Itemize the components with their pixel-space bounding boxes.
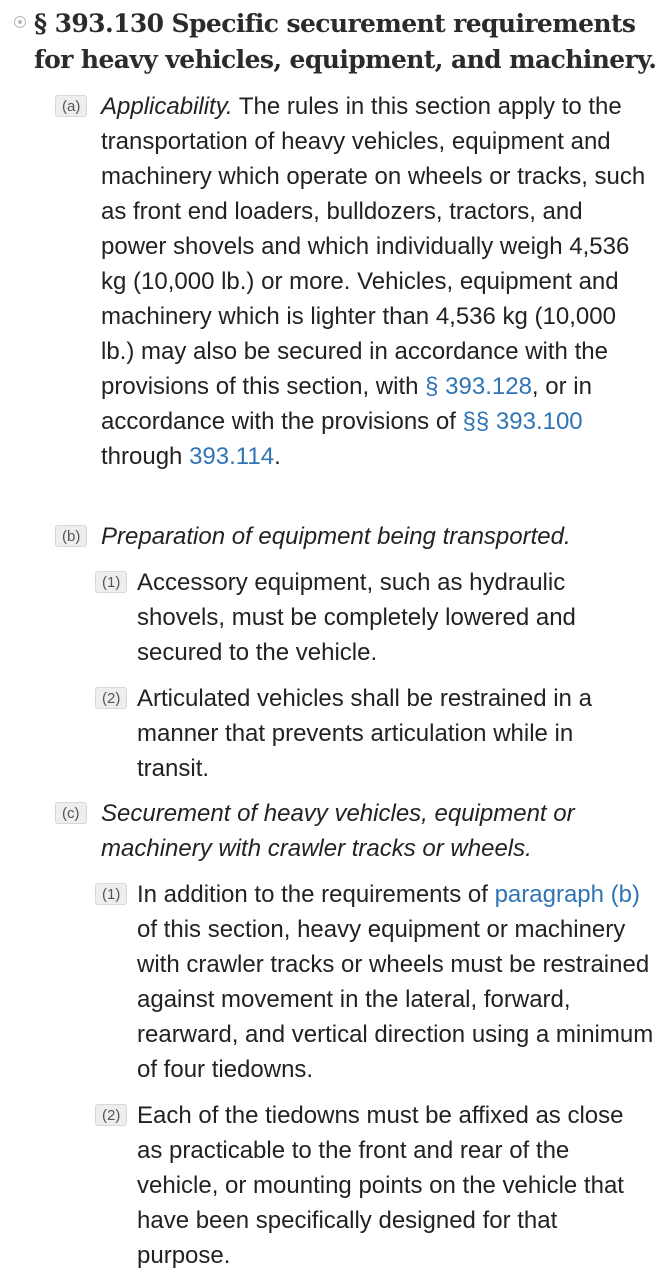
link-393-128[interactable]: § 393.128 (425, 373, 532, 400)
paragraph-marker-b[interactable]: (b) (55, 525, 87, 547)
paragraph-c-1 (102, 877, 657, 1087)
paragraph-marker-b-1[interactable]: (1) (95, 571, 127, 593)
paragraph-b-1-text: Accessory equipment, such as hydraulic shovels, must be completely lowered and secured to the vehicle. (137, 569, 576, 666)
paragraph-b-heading: Preparation of equipment being transported. (101, 523, 571, 550)
paragraph-a-text-2: , or in accordance with the provisions of (101, 373, 592, 435)
paragraph-c-1-text-2: of this section, heavy equipment or machinery with crawler tracks or wheels must be restrained against movement in the lateral, forward, rearward, and vertical direction using a minimum of four tiedowns. (137, 916, 654, 1083)
paragraph-a-text-3: through (101, 443, 190, 470)
paragraph-marker-c-1[interactable]: (1) (95, 883, 127, 905)
link-393-114[interactable]: 393.114 (189, 443, 275, 470)
anchor-target-icon[interactable] (14, 16, 26, 28)
paragraph-c (62, 796, 631, 866)
paragraph-b-2-text: Articulated vehicles shall be restrained in a manner that prevents articulation while in transit. (137, 685, 592, 782)
paragraph-c-2 (102, 1098, 647, 1273)
paragraph-marker-a[interactable]: (a) (55, 95, 87, 117)
paragraph-c-1-text-1: In addition to the requirements of (137, 881, 495, 908)
paragraph-b-2 (102, 681, 647, 786)
paragraph-a (62, 89, 651, 474)
paragraph-b-1 (102, 565, 637, 670)
link-paragraph-b[interactable]: paragraph (b) (494, 881, 640, 908)
paragraph-a-text-1: The rules in this section apply to the transportation of heavy vehicles, equipment and machinery which operate on wheels or tracks, such as front end loaders, bulldozers, tractors, and power shovels and which individually weigh 4,536 kg (10,000 lb.) or more. Vehicles, equipment and machinery which is lighter than 4,536 kg (10,000 lb.) may also be secured in accordance with the provisions of this section, with (101, 93, 646, 400)
section-title: § 393.130 Specific securement requirements for heavy vehicles, equipment, and machinery. (34, 9, 657, 74)
link-393-100[interactable]: §§ 393.100 (462, 408, 583, 435)
paragraph-marker-b-2[interactable]: (2) (95, 687, 127, 709)
paragraph-c-heading: Securement of heavy vehicles, equipment or machinery with crawler tracks or wheels. (101, 800, 575, 862)
paragraph-a-text-4: . (274, 443, 281, 470)
paragraph-marker-c-2[interactable]: (2) (95, 1104, 127, 1126)
paragraph-b (62, 519, 661, 554)
paragraph-c-2-text: Each of the tiedowns must be affixed as close as practicable to the front and rear of the vehicle, or mounting points on the vehicle that have been specifically designed for that purpose. (137, 1102, 624, 1269)
paragraph-a-heading: Applicability. (101, 93, 233, 120)
paragraph-marker-c[interactable]: (c) (55, 802, 87, 824)
